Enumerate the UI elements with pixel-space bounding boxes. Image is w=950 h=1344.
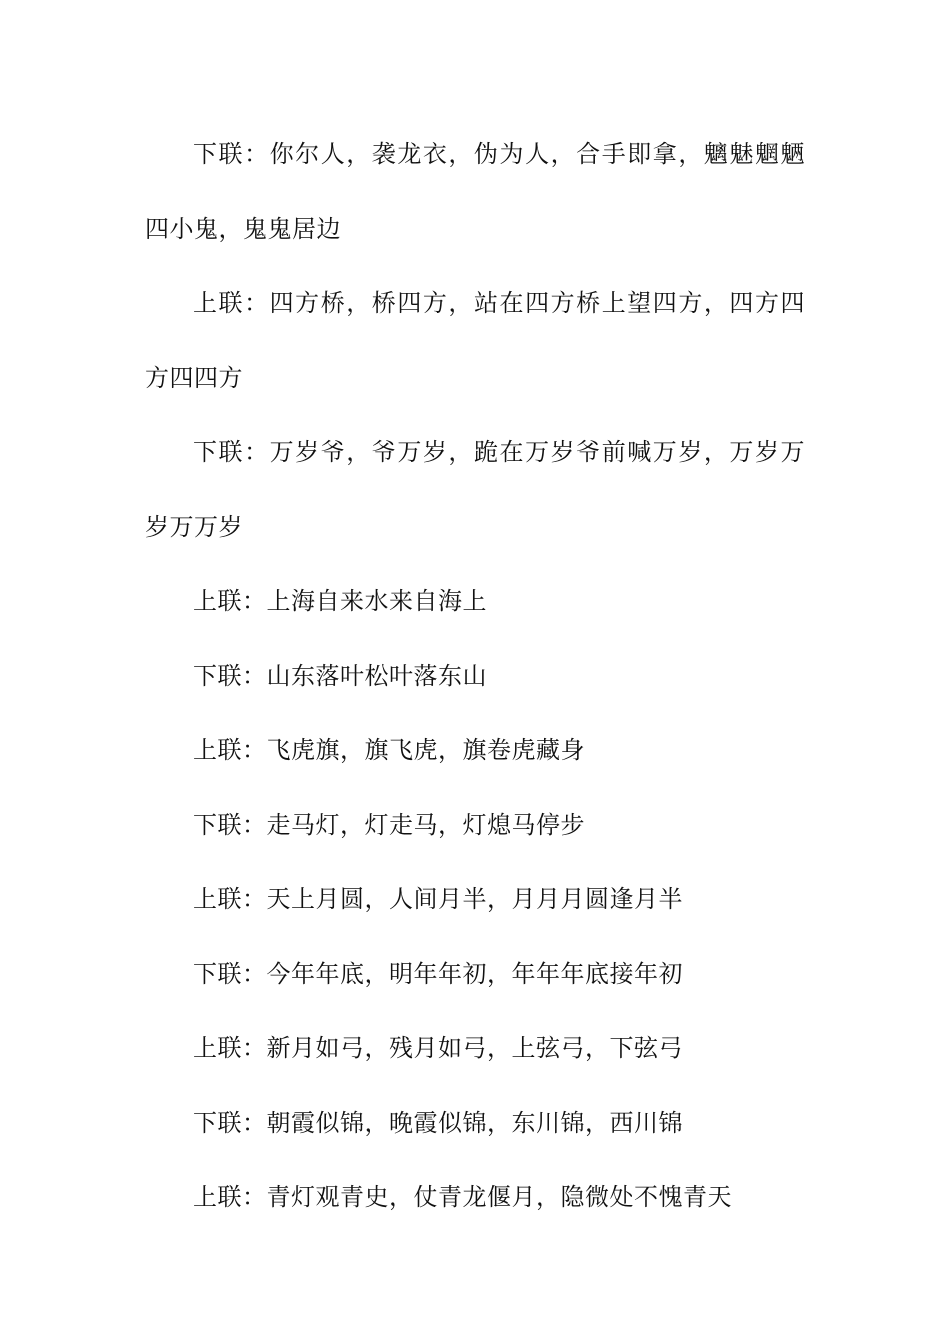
paragraph-11: 下联：朝霞似锦，晚霞似锦，东川锦，西川锦 bbox=[193, 1108, 683, 1137]
paragraph-10: 上联：新月如弓，残月如弓，上弦弓，下弦弓 bbox=[193, 1034, 683, 1062]
paragraph-8: 上联：天上月圆，人间月半，月月月圆逢月半 bbox=[193, 885, 683, 913]
paragraph-2: 上联：四方桥，桥四方，站在四方桥上望四方，四方四方四四方 bbox=[145, 289, 805, 392]
paragraph-7: 下联：走马灯，灯走马，灯熄马停步 bbox=[193, 810, 585, 839]
paragraph-9: 下联：今年年底，明年年初，年年年底接年初 bbox=[193, 959, 683, 988]
paragraph-4: 上联：上海自来水来自海上 bbox=[193, 587, 487, 615]
paragraph-6: 上联：飞虎旗，旗飞虎，旗卷虎藏身 bbox=[193, 736, 585, 764]
paragraph-1: 下联：你尔人，袭龙衣，伪为人，合手即拿，魑魅魍魉四小鬼，鬼鬼居边 bbox=[145, 140, 805, 243]
document-body bbox=[145, 117, 805, 1235]
paragraph-12: 上联：青灯观青史，仗青龙偃月，隐微处不愧青天 bbox=[193, 1183, 732, 1211]
paragraph-3: 下联：万岁爷，爷万岁，跪在万岁爷前喊万岁，万岁万岁万万岁 bbox=[145, 438, 805, 541]
paragraph-5: 下联：山东落叶松叶落东山 bbox=[193, 661, 487, 690]
